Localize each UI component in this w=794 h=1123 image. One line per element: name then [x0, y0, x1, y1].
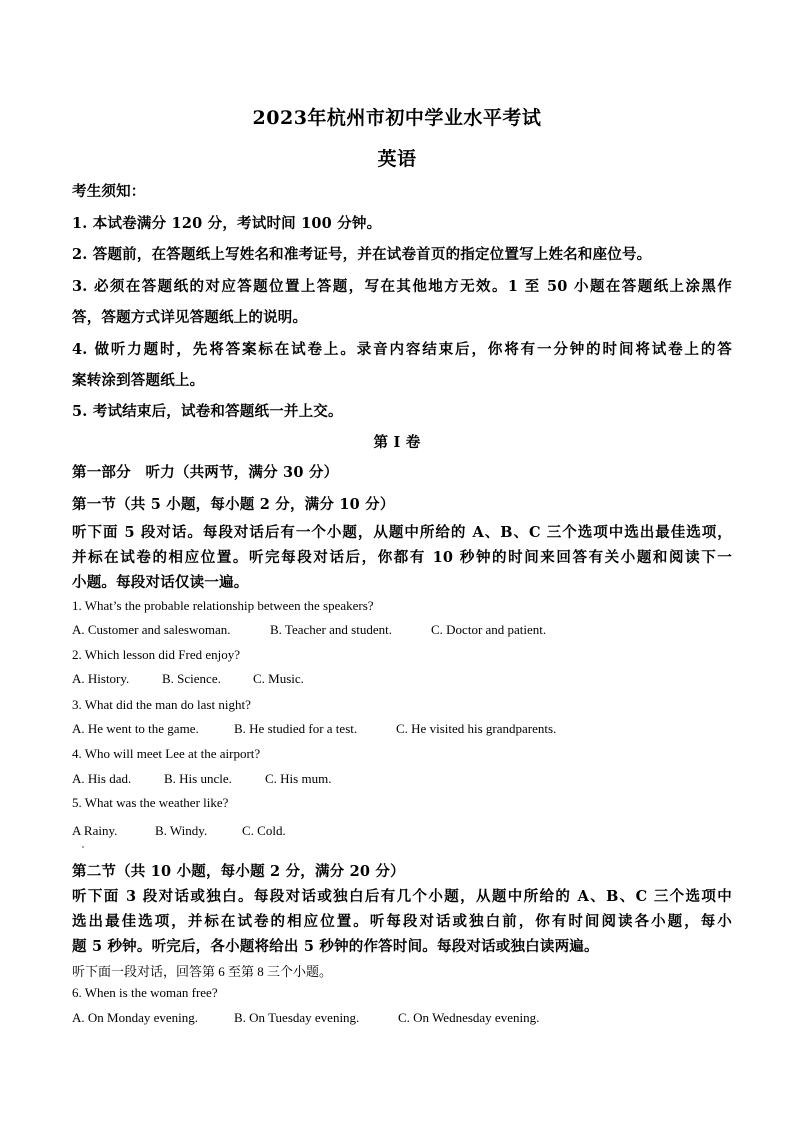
option-c: C. On Wednesday evening.	[398, 1010, 540, 1025]
option-c: C. His mum.	[265, 771, 332, 786]
notice-item-2: 2. 答题前，在答题纸上写姓名和准考证号，并在试卷首页的指定位置写上姓名和座位号。	[72, 246, 652, 263]
option-b: B. Science.	[162, 671, 221, 686]
option-a: A. He went to the game.	[72, 721, 199, 736]
option-a: A. Customer and saleswoman.	[72, 622, 231, 637]
option-c: C. Music.	[253, 671, 304, 686]
notice-item-4-cont: 案转涂到答题纸上。	[72, 372, 205, 389]
question-4: 4. Who will meet Lee at the airport?	[72, 746, 261, 761]
notice-item-3-cont: 答，答题方式详见答题纸上的说明。	[72, 309, 308, 326]
section2-heading: 第二节（共 10 小题，每小题 2 分，满分 20 分）	[72, 863, 405, 880]
option-b: B. His uncle.	[164, 771, 232, 786]
volume-heading: 第 I 卷	[373, 434, 421, 451]
option-b: B. On Tuesday evening.	[234, 1010, 360, 1025]
notice-item-4: 4. 做听力题时，先将答案标在试卷上。录音内容结束后，你将有一分钟的时间将试卷上的答	[72, 341, 732, 358]
notice-item-5: 5. 考试结束后，试卷和答题纸一并上交。	[72, 403, 343, 420]
question-3: 3. What did the man do last night?	[72, 697, 251, 712]
notice-item-3: 3. 必须在答题纸的对应答题位置上答题，写在其他地方无效。1 至 50 小题在答题纸上涂黑作	[72, 278, 732, 295]
option-a: A. On Monday evening.	[72, 1010, 199, 1025]
question-5: 5. What was the weather like?	[72, 795, 229, 810]
exam-title: 2023年杭州市初中学业水平考试	[252, 107, 542, 129]
section1-instruction-1: 听下面 5 段对话。每段对话后有一个小题，从题中所给的 A、B、C 三个选项中选出最佳选项，	[72, 524, 732, 541]
section2-instruction-3: 题 5 秒钟。听完后，各小题将给出 5 秒钟的作答时间。每段对话或独白读两遍。	[72, 938, 599, 955]
section1-instruction-3: 小题。每段对话仅读一遍。	[72, 574, 249, 591]
section2-instruction-1: 听下面 3 段对话或独白。每段对话或独白后有几个小题，从题中所给的 A、B、C 三个选项中	[72, 888, 732, 905]
stray-dot	[82, 846, 84, 848]
question-2: 2. Which lesson did Fred enjoy?	[72, 647, 241, 662]
option-c: C. Doctor and patient.	[431, 622, 547, 637]
option-a: A. History.	[72, 671, 130, 686]
option-a: A Rainy.	[72, 823, 118, 838]
option-c: C. He visited his grandparents.	[396, 721, 557, 736]
option-b: B. Windy.	[155, 823, 208, 838]
part1-heading: 第一部分 听力（共两节，满分 30 分）	[72, 464, 339, 481]
option-a: A. His dad.	[72, 771, 132, 786]
option-b: B. Teacher and student.	[270, 622, 392, 637]
section2-sub-intro: 听下面一段对话，回答第 6 至第 8 三个小题。	[72, 964, 333, 979]
notice-item-1: 1. 本试卷满分 120 分，考试时间 100 分钟。	[72, 215, 382, 232]
option-c: C. Cold.	[242, 823, 286, 838]
question-1: 1. What’s the probable relationship between the speakers?	[72, 598, 374, 613]
notice-heading: 考生须知：	[72, 183, 146, 200]
section1-heading: 第一节（共 5 小题，每小题 2 分，满分 10 分）	[72, 496, 395, 513]
exam-subject: 英语	[377, 148, 417, 170]
section2-instruction-2: 选出最佳选项，并标在试卷的相应位置。听每段对话或独白前，你有时间阅读各小题，每小	[72, 913, 732, 930]
question-6: 6. When is the woman free?	[72, 985, 218, 1000]
option-b: B. He studied for a test.	[234, 721, 358, 736]
section1-instruction-2: 并标在试卷的相应位置。听完每段对话后，你都有 10 秒钟的时间来回答有关小题和阅读下一	[72, 549, 732, 566]
